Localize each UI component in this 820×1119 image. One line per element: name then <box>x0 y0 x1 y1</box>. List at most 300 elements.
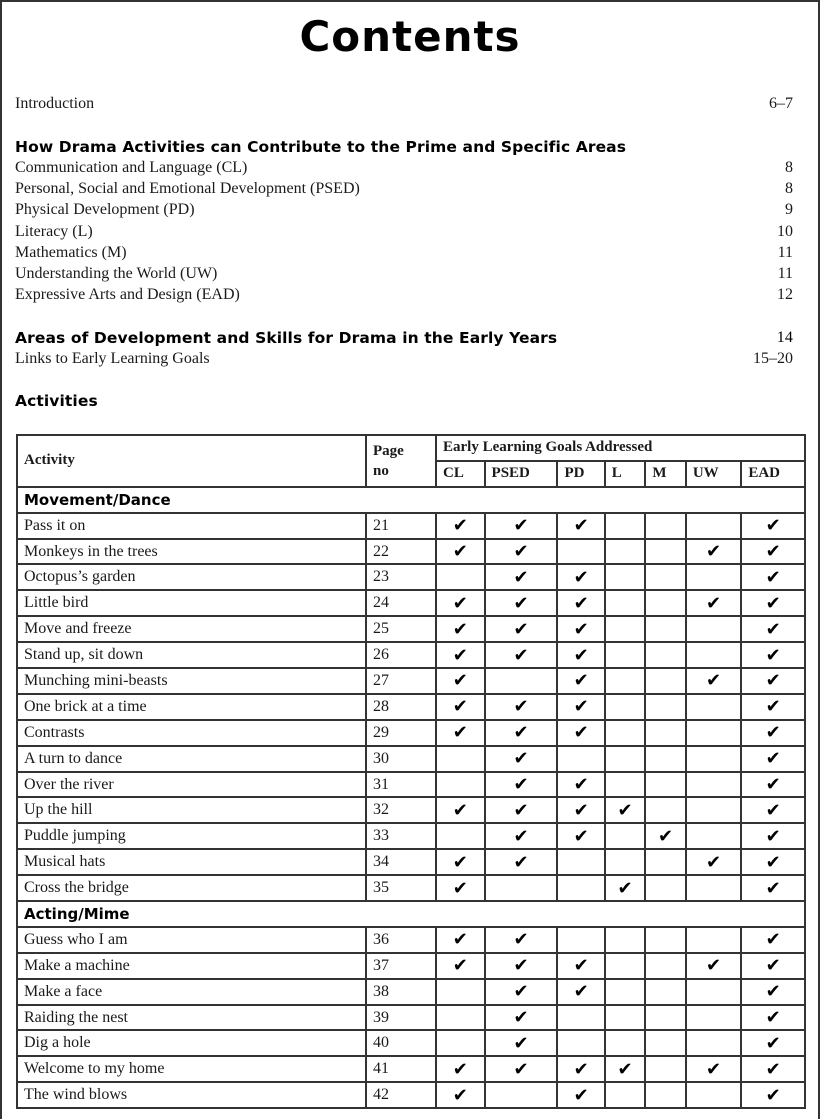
activity-name: One brick at a time <box>17 694 366 720</box>
goal-cell-cl <box>436 539 485 565</box>
checkmark-icon: ✔ <box>573 566 589 587</box>
activity-name: Contrasts <box>17 720 366 746</box>
checkmark-icon: ✔ <box>513 566 529 587</box>
page-number: 35 <box>366 875 436 901</box>
checkmark-icon: ✔ <box>765 955 781 976</box>
checkmark-icon: ✔ <box>765 851 781 872</box>
toc-entry-label: Communication and Language (CL) <box>15 159 248 176</box>
table-row[interactable] <box>17 539 805 565</box>
checkmark-icon: ✔ <box>573 1084 589 1105</box>
column-header-goal-psed: PSED <box>485 461 558 487</box>
activity-name: The wind blows <box>17 1082 366 1108</box>
goal-cell-psed <box>485 927 558 953</box>
checkmark-icon: ✔ <box>765 774 781 795</box>
goal-cell-cl <box>436 513 485 539</box>
goal-cell-uw <box>686 1082 742 1108</box>
goal-cell-uw <box>686 953 742 979</box>
goal-cell-ead <box>741 694 805 720</box>
checkmark-icon: ✔ <box>513 644 529 665</box>
goal-cell-uw <box>686 1005 742 1031</box>
goal-cell-m <box>645 1082 686 1108</box>
checkmark-icon: ✔ <box>765 566 781 587</box>
goal-cell-cl <box>436 953 485 979</box>
activity-name: Make a face <box>17 979 366 1005</box>
checkmark-icon: ✔ <box>513 1007 529 1028</box>
toc-entry-page: 11 <box>777 243 793 261</box>
goal-cell-psed <box>485 1030 558 1056</box>
column-header-page-line1: Page <box>373 442 404 459</box>
table-row[interactable] <box>17 823 805 849</box>
column-header-goals: Early Learning Goals Addressed <box>436 435 805 461</box>
toc-entry-label: Literacy (L) <box>15 222 93 240</box>
goal-cell-cl <box>436 590 485 616</box>
table-row[interactable] <box>17 590 805 616</box>
goal-cell-cl <box>436 1005 485 1031</box>
checkmark-icon: ✔ <box>513 1058 529 1079</box>
toc-entry-introduction[interactable] <box>15 94 793 114</box>
goal-cell-uw <box>686 797 742 823</box>
goal-cell-psed <box>485 642 558 668</box>
goal-cell-l <box>605 590 646 616</box>
goal-cell-psed <box>485 979 558 1005</box>
checkmark-icon: ✔ <box>706 955 722 976</box>
page-number: 40 <box>366 1030 436 1056</box>
goal-cell-cl <box>436 694 485 720</box>
table-row[interactable] <box>17 616 805 642</box>
activity-name: Puddle jumping <box>17 823 366 849</box>
toc-entry-links[interactable] <box>15 349 793 369</box>
checkmark-icon: ✔ <box>513 929 529 950</box>
goal-cell-pd <box>557 1056 604 1082</box>
checkmark-icon: ✔ <box>658 825 674 846</box>
goal-cell-m <box>645 1030 686 1056</box>
toc-entry-area[interactable] <box>15 285 793 305</box>
table-row[interactable] <box>17 513 805 539</box>
goal-cell-uw <box>686 979 742 1005</box>
column-header-goal-pd: PD <box>557 461 604 487</box>
page-number: 33 <box>366 823 436 849</box>
goal-cell-psed <box>485 616 558 642</box>
goal-cell-l <box>605 564 646 590</box>
goal-cell-cl <box>436 823 485 849</box>
checkmark-icon: ✔ <box>765 722 781 743</box>
goal-cell-ead <box>741 720 805 746</box>
activity-name: Raiding the nest <box>17 1005 366 1031</box>
checkmark-icon: ✔ <box>513 592 529 613</box>
page-number: 24 <box>366 590 436 616</box>
table-row[interactable] <box>17 720 805 746</box>
column-header-page-line2: no <box>373 462 389 479</box>
toc-entry-label: Personal, Social and Emotional Development (PSED) <box>15 180 360 198</box>
goal-cell-pd <box>557 927 604 953</box>
goal-cell-psed <box>485 539 558 565</box>
table-row[interactable] <box>17 564 805 590</box>
section-heading-label: Activities <box>15 392 98 410</box>
goal-cell-m <box>645 642 686 668</box>
goal-cell-uw <box>686 642 742 668</box>
toc-entry-label: Understanding the World (UW) <box>15 265 218 282</box>
goal-cell-cl <box>436 772 485 798</box>
goal-cell-l <box>605 746 646 772</box>
table-row[interactable] <box>17 1082 805 1108</box>
activity-name: Guess who I am <box>17 927 366 953</box>
table-row[interactable] <box>17 694 805 720</box>
goal-cell-l <box>605 823 646 849</box>
toc-entry-page: 14 <box>776 329 793 346</box>
checkmark-icon: ✔ <box>765 541 781 561</box>
goal-cell-ead <box>741 590 805 616</box>
activity-name: Up the hill <box>17 797 366 823</box>
activity-name: A turn to dance <box>17 746 366 772</box>
goal-cell-psed <box>485 849 558 875</box>
goal-cell-l <box>605 642 646 668</box>
goal-cell-ead <box>741 927 805 953</box>
toc-entry-page: 8 <box>785 180 793 198</box>
goal-cell-cl <box>436 668 485 694</box>
goal-cell-pd <box>557 694 604 720</box>
goal-cell-pd <box>557 1030 604 1056</box>
goal-cell-pd <box>557 1005 604 1031</box>
activity-name: Welcome to my home <box>17 1056 366 1082</box>
toc-entry-label: Expressive Arts and Design (EAD) <box>15 286 240 304</box>
toc-entry-area[interactable] <box>15 158 793 178</box>
checkmark-icon: ✔ <box>573 955 589 976</box>
goal-cell-cl <box>436 1082 485 1108</box>
goal-cell-pd <box>557 616 604 642</box>
checkmark-icon: ✔ <box>452 799 468 820</box>
column-header-goal-cl: CL <box>436 461 485 487</box>
goal-cell-l <box>605 539 646 565</box>
goal-cell-pd <box>557 590 604 616</box>
section-label: Movement/Dance <box>17 487 805 513</box>
goal-cell-pd <box>557 1082 604 1108</box>
toc-entry-label: Mathematics (M) <box>15 243 127 261</box>
goal-cell-uw <box>686 1030 742 1056</box>
goal-cell-m <box>645 746 686 772</box>
goal-cell-m <box>645 1056 686 1082</box>
section-label: Acting/Mime <box>17 901 805 927</box>
page-number: 34 <box>366 849 436 875</box>
checkmark-icon: ✔ <box>706 851 722 872</box>
goal-cell-ead <box>741 1056 805 1082</box>
goal-cell-cl <box>436 642 485 668</box>
checkmark-icon: ✔ <box>452 722 468 743</box>
goal-cell-ead <box>741 772 805 798</box>
checkmark-icon: ✔ <box>573 515 589 536</box>
checkmark-icon: ✔ <box>765 1084 781 1105</box>
goal-cell-psed <box>485 564 558 590</box>
checkmark-icon: ✔ <box>573 644 589 665</box>
checkmark-icon: ✔ <box>513 1032 529 1053</box>
goal-cell-ead <box>741 849 805 875</box>
table-row[interactable] <box>17 668 805 694</box>
table-body <box>17 487 805 1108</box>
goal-cell-uw <box>686 564 742 590</box>
activity-name: Cross the bridge <box>17 875 366 901</box>
checkmark-icon: ✔ <box>765 929 781 950</box>
goal-cell-m <box>645 1005 686 1031</box>
activities-table <box>16 434 806 1109</box>
toc-entry-label: Physical Development (PD) <box>15 201 195 219</box>
checkmark-icon: ✔ <box>513 955 529 976</box>
checkmark-icon: ✔ <box>573 825 589 846</box>
section-row <box>17 901 805 927</box>
goal-cell-pd <box>557 539 604 565</box>
goal-cell-l <box>605 513 646 539</box>
goal-cell-ead <box>741 746 805 772</box>
checkmark-icon: ✔ <box>573 981 589 1002</box>
goal-cell-m <box>645 979 686 1005</box>
column-header-activity: Activity <box>17 435 366 487</box>
checkmark-icon: ✔ <box>513 515 529 536</box>
checkmark-icon: ✔ <box>513 722 529 743</box>
checkmark-icon: ✔ <box>765 748 781 769</box>
goal-cell-psed <box>485 953 558 979</box>
table-row[interactable] <box>17 927 805 953</box>
checkmark-icon: ✔ <box>573 722 589 743</box>
goal-cell-pd <box>557 513 604 539</box>
checkmark-icon: ✔ <box>706 541 722 561</box>
goal-cell-m <box>645 564 686 590</box>
page-number: 25 <box>366 616 436 642</box>
checkmark-icon: ✔ <box>513 851 529 872</box>
goal-cell-l <box>605 927 646 953</box>
goal-cell-ead <box>741 1082 805 1108</box>
goal-cell-pd <box>557 823 604 849</box>
goal-cell-ead <box>741 875 805 901</box>
checkmark-icon: ✔ <box>765 515 781 536</box>
goal-cell-l <box>605 694 646 720</box>
checkmark-icon: ✔ <box>452 541 468 561</box>
goal-cell-l <box>605 953 646 979</box>
page-title: Contents <box>299 12 521 61</box>
goal-cell-psed <box>485 1005 558 1031</box>
table-row[interactable] <box>17 642 805 668</box>
goal-cell-psed <box>485 1056 558 1082</box>
toc-entry-label: Links to Early Learning Goals <box>15 350 210 367</box>
goal-cell-cl <box>436 746 485 772</box>
toc-entry-page: 15–20 <box>753 350 793 367</box>
activity-name: Little bird <box>17 590 366 616</box>
page-number: 41 <box>366 1056 436 1082</box>
goal-cell-l <box>605 849 646 875</box>
checkmark-icon: ✔ <box>765 670 781 691</box>
table-row[interactable] <box>17 849 805 875</box>
checkmark-icon: ✔ <box>573 618 589 639</box>
goal-cell-uw <box>686 590 742 616</box>
column-header-page <box>366 435 436 487</box>
toc-entry-area[interactable] <box>15 243 793 263</box>
table-row[interactable] <box>17 746 805 772</box>
toc-entry-page: 12 <box>777 286 793 304</box>
goal-cell-pd <box>557 797 604 823</box>
activity-name: Stand up, sit down <box>17 642 366 668</box>
page-number: 36 <box>366 927 436 953</box>
checkmark-icon: ✔ <box>706 1058 722 1079</box>
goal-cell-ead <box>741 513 805 539</box>
checkmark-icon: ✔ <box>617 877 633 898</box>
goal-cell-uw <box>686 539 742 565</box>
checkmark-icon: ✔ <box>513 748 529 769</box>
table-row[interactable] <box>17 1005 805 1031</box>
checkmark-icon: ✔ <box>765 1058 781 1079</box>
activity-name: Dig a hole <box>17 1030 366 1056</box>
goal-cell-m <box>645 875 686 901</box>
goal-cell-m <box>645 668 686 694</box>
goal-cell-cl <box>436 875 485 901</box>
goal-cell-psed <box>485 668 558 694</box>
goal-cell-cl <box>436 1030 485 1056</box>
goal-cell-l <box>605 616 646 642</box>
goal-cell-m <box>645 953 686 979</box>
goal-cell-ead <box>741 797 805 823</box>
section-row <box>17 487 805 513</box>
goal-cell-uw <box>686 513 742 539</box>
table-row[interactable] <box>17 772 805 798</box>
goal-cell-psed <box>485 746 558 772</box>
page-number: 22 <box>366 539 436 565</box>
goal-cell-psed <box>485 1082 558 1108</box>
toc-entry-area[interactable] <box>15 222 793 242</box>
toc-entry-page: 11 <box>777 265 793 282</box>
section-heading-prime-areas <box>15 137 793 157</box>
goal-cell-uw <box>686 875 742 901</box>
checkmark-icon: ✔ <box>765 644 781 665</box>
goal-cell-psed <box>485 772 558 798</box>
goal-cell-ead <box>741 979 805 1005</box>
goal-cell-cl <box>436 979 485 1005</box>
checkmark-icon: ✔ <box>513 981 529 1002</box>
checkmark-icon: ✔ <box>452 644 468 665</box>
goal-cell-m <box>645 513 686 539</box>
activity-name: Monkeys in the trees <box>17 539 366 565</box>
goal-cell-ead <box>741 668 805 694</box>
goal-cell-pd <box>557 564 604 590</box>
goal-cell-l <box>605 720 646 746</box>
goal-cell-uw <box>686 849 742 875</box>
goal-cell-pd <box>557 979 604 1005</box>
table-row[interactable] <box>17 875 805 901</box>
goal-cell-uw <box>686 668 742 694</box>
goal-cell-cl <box>436 797 485 823</box>
checkmark-icon: ✔ <box>573 696 589 717</box>
checkmark-icon: ✔ <box>452 696 468 717</box>
goal-cell-pd <box>557 668 604 694</box>
checkmark-icon: ✔ <box>452 670 468 691</box>
goal-cell-l <box>605 1005 646 1031</box>
goal-cell-psed <box>485 694 558 720</box>
toc-entry-area[interactable] <box>15 179 793 199</box>
toc-entry-area[interactable] <box>15 264 793 284</box>
section-heading-label: Areas of Development and Skills for Drama in the Early Years <box>15 329 558 347</box>
goal-cell-uw <box>686 823 742 849</box>
section-heading-skills[interactable] <box>15 328 793 348</box>
activity-name: Musical hats <box>17 849 366 875</box>
checkmark-icon: ✔ <box>765 981 781 1002</box>
goal-cell-psed <box>485 875 558 901</box>
goal-cell-psed <box>485 797 558 823</box>
goal-cell-ead <box>741 823 805 849</box>
checkmark-icon: ✔ <box>706 592 722 613</box>
page-number: 28 <box>366 694 436 720</box>
table-row[interactable] <box>17 797 805 823</box>
checkmark-icon: ✔ <box>573 592 589 613</box>
page-number: 21 <box>366 513 436 539</box>
goal-cell-cl <box>436 564 485 590</box>
toc-entry-area[interactable] <box>15 200 793 220</box>
table-row[interactable] <box>17 979 805 1005</box>
toc-entry-page: 10 <box>777 222 793 240</box>
goal-cell-ead <box>741 1005 805 1031</box>
toc-entry-label: Introduction <box>15 95 95 112</box>
checkmark-icon: ✔ <box>573 1058 589 1079</box>
page-number: 30 <box>366 746 436 772</box>
goal-cell-uw <box>686 694 742 720</box>
goal-cell-pd <box>557 772 604 798</box>
page-number: 31 <box>366 772 436 798</box>
table-row[interactable] <box>17 953 805 979</box>
activity-name: Over the river <box>17 772 366 798</box>
checkmark-icon: ✔ <box>617 799 633 820</box>
checkmark-icon: ✔ <box>452 877 468 898</box>
goal-cell-ead <box>741 1030 805 1056</box>
section-heading-label: How Drama Activities can Contribute to the Prime and Specific Areas <box>15 138 627 156</box>
checkmark-icon: ✔ <box>573 670 589 691</box>
checkmark-icon: ✔ <box>452 515 468 536</box>
goal-cell-m <box>645 849 686 875</box>
checkmark-icon: ✔ <box>452 955 468 976</box>
checkmark-icon: ✔ <box>765 1032 781 1053</box>
checkmark-icon: ✔ <box>452 851 468 872</box>
table-header-row <box>17 435 805 461</box>
column-header-goal-ead: EAD <box>741 461 805 487</box>
checkmark-icon: ✔ <box>452 1058 468 1079</box>
goal-cell-m <box>645 927 686 953</box>
goal-cell-uw <box>686 772 742 798</box>
checkmark-icon: ✔ <box>452 1084 468 1105</box>
goal-cell-l <box>605 979 646 1005</box>
goal-cell-pd <box>557 875 604 901</box>
goal-cell-uw <box>686 927 742 953</box>
goal-cell-l <box>605 797 646 823</box>
goal-cell-l <box>605 668 646 694</box>
checkmark-icon: ✔ <box>513 696 529 717</box>
table-row[interactable] <box>17 1030 805 1056</box>
section-heading-activities <box>15 391 793 411</box>
checkmark-icon: ✔ <box>513 618 529 639</box>
goal-cell-ead <box>741 642 805 668</box>
goal-cell-l <box>605 1056 646 1082</box>
goal-cell-m <box>645 616 686 642</box>
goal-cell-ead <box>741 564 805 590</box>
page-number: 26 <box>366 642 436 668</box>
table-row[interactable] <box>17 1056 805 1082</box>
checkmark-icon: ✔ <box>513 799 529 820</box>
checkmark-icon: ✔ <box>573 774 589 795</box>
goal-cell-pd <box>557 849 604 875</box>
goal-cell-ead <box>741 539 805 565</box>
checkmark-icon: ✔ <box>765 592 781 613</box>
checkmark-icon: ✔ <box>765 696 781 717</box>
goal-cell-uw <box>686 616 742 642</box>
goal-cell-l <box>605 875 646 901</box>
goal-cell-ead <box>741 616 805 642</box>
goal-cell-m <box>645 720 686 746</box>
goal-cell-pd <box>557 642 604 668</box>
page-number: 38 <box>366 979 436 1005</box>
checkmark-icon: ✔ <box>765 877 781 898</box>
goal-cell-ead <box>741 953 805 979</box>
